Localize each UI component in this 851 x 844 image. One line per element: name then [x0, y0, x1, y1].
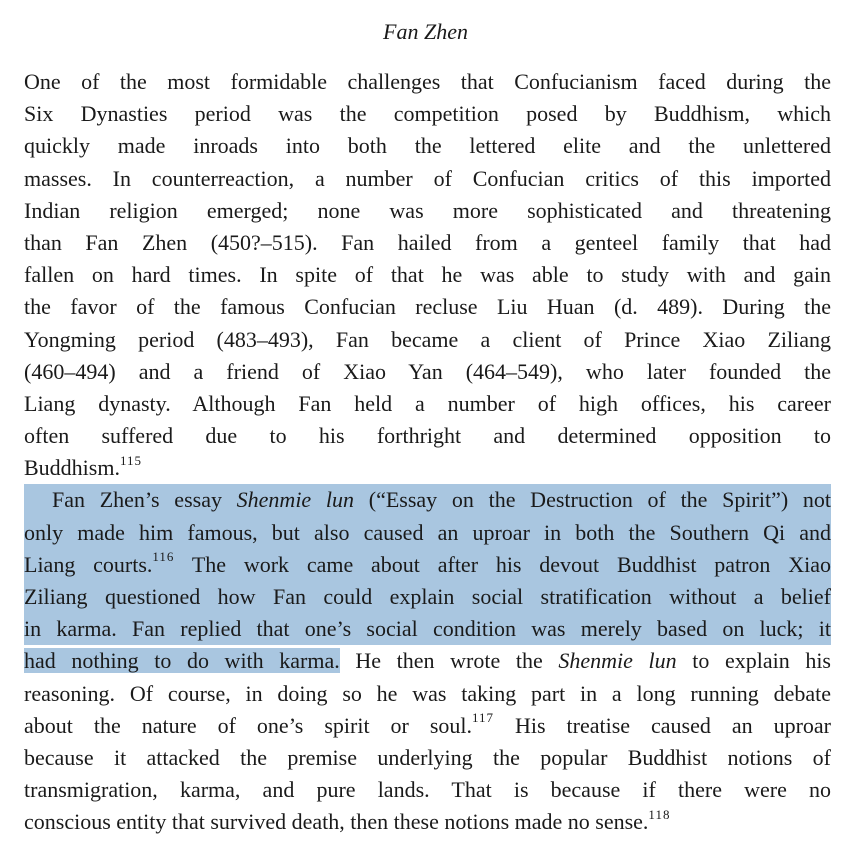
text-segment: (“Essay on the Destruction of the Spirit”) not: [354, 487, 831, 513]
text-line: than Fan Zhen (450?–515). Fan hailed from a genteel family that had: [24, 229, 831, 255]
text-segment: The work came about after his devout Buddhist patron Xiao: [174, 551, 831, 577]
running-header: Fan Zhen: [383, 19, 468, 44]
text-segment: His treatise caused an uproar: [494, 712, 831, 738]
text-segment: to explain his: [676, 648, 831, 674]
italic-title: Shenmie lun: [236, 487, 355, 513]
selected-text-line: [24, 484, 831, 516]
text-segment: conscious entity that survived death, then these notions made no sense.: [24, 809, 649, 835]
text-line: masses. In counterreaction, a number of Confucian critics of this imported: [24, 165, 831, 191]
text-line: the favor of the famous Confucian recluse Liu Huan (d. 489). During the: [24, 294, 831, 320]
text-line: reasoning. Of course, in doing so he was taking part in a long running debate: [24, 680, 831, 706]
text-line: [24, 710, 831, 742]
footnote-marker[interactable]: 118: [648, 806, 671, 822]
footnote-marker[interactable]: 117: [472, 710, 495, 726]
text-line: Indian religion emerged; none was more sophisticated and threatening: [24, 197, 831, 223]
text-line: Yongming period (483–493), Fan became a client of Prince Xiao Ziliang: [24, 326, 831, 352]
selected-text-line: [24, 549, 831, 581]
selected-text-line: Ziliang questioned how Fan could explain social stratification without a belief: [24, 581, 831, 613]
italic-title: Shenmie lun: [558, 648, 677, 674]
text-line: quickly made inroads into both the lettered elite and the unlettered: [24, 133, 831, 159]
text-segment: about the nature of one’s spirit or soul.: [24, 712, 472, 738]
footnote-marker[interactable]: 115: [119, 452, 142, 468]
text-line: [24, 452, 831, 484]
text-line: (460–494) and a friend of Xiao Yan (464–549), who later founded the: [24, 358, 831, 384]
text-line: often suffered due to his forthright and determined opposition to: [24, 423, 831, 449]
body-text[interactable]: [24, 66, 831, 839]
text-line: [24, 645, 831, 677]
text-line: Six Dynasties period was the competition posed by Buddhism, which: [24, 101, 831, 127]
text-line: [24, 806, 831, 838]
text-segment: Fan Zhen’s essay: [52, 487, 237, 513]
footnote-marker[interactable]: 116: [152, 549, 175, 565]
text-line: One of the most formidable challenges that Confucianism faced during the: [24, 69, 831, 94]
selected-text-line: in karma. Fan replied that one’s social condition was merely based on luck; it: [24, 613, 831, 645]
text-line: transmigration, karma, and pure lands. That is because if there were no: [24, 777, 831, 803]
paragraph-2: [24, 484, 831, 838]
text-line: because it attacked the premise underlying the popular Buddhist notions of: [24, 744, 831, 770]
paragraph-1: [24, 66, 831, 484]
text-segment: Liang courts.: [24, 551, 153, 577]
text-line: Liang dynasty. Although Fan held a number of high offices, his career: [24, 390, 831, 416]
text-segment: Buddhism.: [24, 455, 120, 481]
text-segment: He then wrote the: [339, 648, 559, 674]
selection-end: had nothing to do with karma.: [24, 648, 340, 674]
text-line: fallen on hard times. In spite of that he was able to study with and gain: [24, 262, 831, 288]
selected-text-line: only made him famous, but also caused an uproar in both the Southern Qi and: [24, 517, 831, 549]
